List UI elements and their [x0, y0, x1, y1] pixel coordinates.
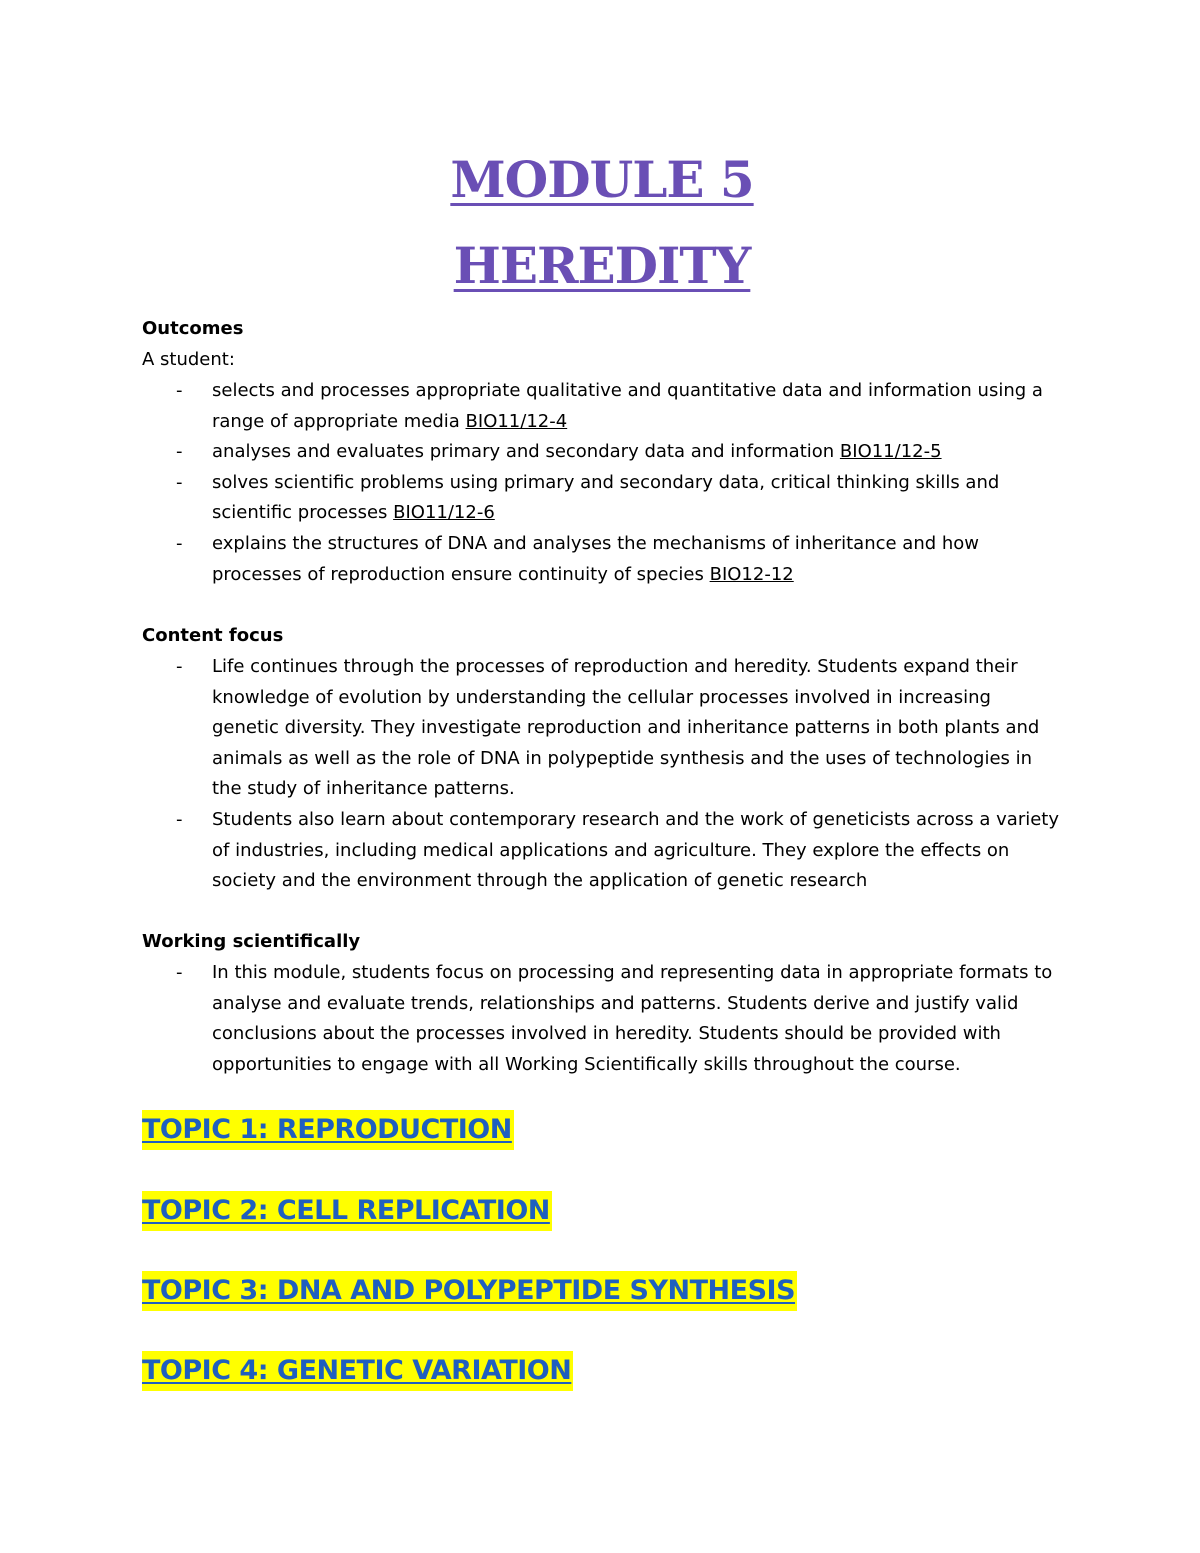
working-scientifically-text: In this module, students focus on processing and representing data in appropriate formats to analyse and evaluate trends, relationships and patterns. Students derive and justify valid conclusions about the processes involved in heredity. Students should be provided with opportunities to engage with all Working Scientifically skills throughout the course.	[212, 962, 1053, 1075]
list-item	[142, 805, 1062, 897]
module-subtitle: HEREDITY	[453, 236, 751, 295]
dash-bullet: -	[176, 962, 183, 983]
outcomes-intro: A student:	[142, 349, 235, 370]
dash-bullet: -	[176, 441, 183, 463]
outcomes-list	[142, 376, 1062, 590]
dash-bullet: -	[176, 532, 183, 554]
topic-2-link[interactable]: TOPIC 2: CELL REPLICATION	[142, 1191, 552, 1231]
syllabus-code: BIO11/12-5	[839, 441, 942, 463]
topic-4-link[interactable]: TOPIC 4: GENETIC VARIATION	[142, 1351, 573, 1391]
list-item	[142, 437, 1062, 468]
content-focus-heading: Content focus	[142, 625, 284, 646]
dash-bullet: -	[176, 380, 183, 401]
content-focus-text: Life continues through the processes of reproduction and heredity. Students expand their knowledge of evolution by understanding the cellular processes involved in increasing genetic diversity. They investigate reproduction and inheritance patterns in both plants and animals as well as the role of DNA in polypeptide synthesis and the uses of technologies in the study of inheritance patterns.	[212, 656, 1040, 800]
dash-bullet: -	[176, 808, 183, 830]
list-item	[142, 376, 1062, 437]
syllabus-code: BIO11/12-4	[465, 410, 568, 432]
list-item	[142, 652, 1062, 805]
outcomes-heading: Outcomes	[142, 318, 244, 339]
outcome-text: analyses and evaluates primary and secondary data and information	[212, 441, 840, 463]
syllabus-code: BIO12-12	[709, 563, 794, 585]
working-scientifically-heading: Working scientifically	[142, 931, 361, 952]
list-item	[142, 958, 1062, 1080]
list-item	[142, 468, 1062, 529]
dash-bullet: -	[176, 471, 183, 493]
topic-1-link[interactable]: TOPIC 1: REPRODUCTION	[142, 1110, 514, 1150]
outcome-text: solves scientific problems using primary and secondary data, critical thinking skills and scientific processes	[212, 471, 1000, 524]
list-item	[142, 529, 1062, 590]
syllabus-code: BIO11/12-6	[393, 502, 495, 524]
outcome-text: selects and processes appropriate qualitative and quantitative data and information using a range of appropriate media	[212, 380, 1043, 432]
outcome-text: explains the structures of DNA and analyses the mechanisms of inheritance and how processes of reproduction ensure continuity of species	[212, 532, 980, 585]
content-focus-text: Students also learn about contemporary research and the work of geneticists across a variety of industries, including medical applications and agriculture. They explore the effects on society and the environment through the application of genetic research	[212, 808, 1060, 892]
module-title: MODULE 5	[450, 150, 754, 209]
dash-bullet: -	[176, 656, 183, 677]
topic-3-link[interactable]: TOPIC 3: DNA AND POLYPEPTIDE SYNTHESIS	[142, 1271, 797, 1311]
working-scientifically-list	[142, 958, 1062, 1080]
content-focus-list	[142, 652, 1062, 897]
